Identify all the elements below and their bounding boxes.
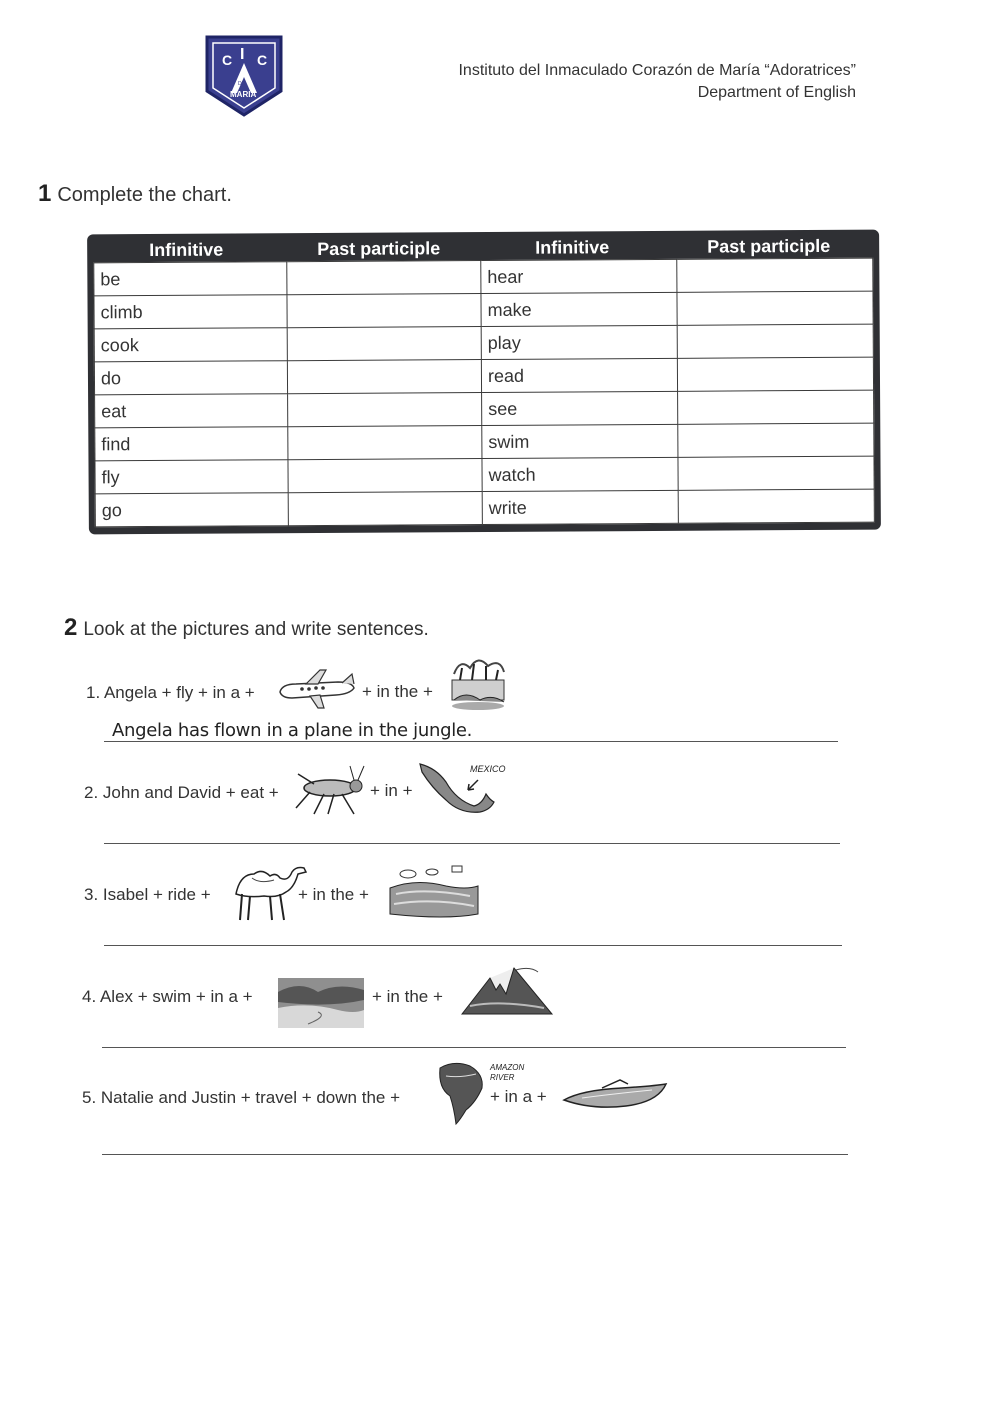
infinitive-cell: do [94,361,287,395]
sentence-1-part-1: 1. Angela + fly + in a + [86,683,255,702]
exercise-2-heading [64,614,429,642]
sentence-1-part-2: + in the + [362,682,433,701]
header-past-participle-2: Past participle [707,235,831,257]
exercise-2-number: 2 [64,614,78,641]
table-row [94,357,873,395]
mexico-label: MEXICO [470,764,506,774]
infinitive-cell: eat [95,394,288,428]
past-participle-cell[interactable] [678,456,874,490]
logo-letter-3: C [257,52,268,68]
infinitive-cell: climb [94,295,287,329]
infinitive-cell: play [481,325,677,359]
infinitive-cell: hear [481,259,677,293]
desert-icon [386,864,482,925]
past-participle-cell[interactable] [288,426,482,460]
school-header [458,60,856,104]
department-name: Department of English [697,84,856,101]
infinitive-cell: watch [482,457,678,491]
past-participle-cell[interactable] [287,294,481,328]
airplane-icon [276,668,356,715]
sentence-2-part-2: + in + [370,781,413,800]
past-participle-cell[interactable] [288,393,482,427]
past-participle-cell[interactable] [677,324,873,358]
past-participle-cell[interactable] [677,357,873,391]
sentence-2-part-1: 2. John and David + eat + [84,783,279,802]
sentence-3-part-2: + in the + [298,885,369,904]
logo-letter-5: MARIA [230,90,257,99]
past-participle-cell[interactable] [678,390,874,424]
infinitive-cell: make [481,292,677,326]
table-row [94,324,873,362]
infinitive-cell: see [482,391,678,425]
sentence-5-part-2: + in a + [490,1087,547,1106]
table-row [95,489,874,527]
sentence-3-part-1: 3. Isabel + ride + [84,885,211,904]
mexico-map-icon [416,758,506,821]
sentence-4-part-2: + in the + [372,987,443,1006]
sentence-1-answer[interactable]: Angela has flown in a plane in the jungle. [112,720,473,741]
logo-letter-2: I [240,46,245,63]
past-participle-cell[interactable] [288,459,482,493]
amazon-label: AMAZON [490,1063,525,1072]
infinitive-cell: be [94,262,287,296]
past-participle-cell[interactable] [287,360,481,394]
verb-table [93,258,875,528]
header-infinitive-1: Infinitive [149,239,224,261]
canoe-icon [562,1078,668,1119]
table-row [95,423,874,461]
infinitive-cell: fly [95,460,288,494]
logo-letter-1: C [222,52,233,68]
past-participle-cell[interactable] [677,258,873,292]
mountain-icon [460,962,556,1025]
answer-line-2 [104,843,840,844]
infinitive-cell: read [481,358,677,392]
past-participle-cell[interactable] [288,492,482,526]
infinitive-cell: write [482,490,678,524]
sentence-4-part-1: 4. Alex + swim + in a + [82,987,253,1006]
verb-chart [87,230,881,535]
lake-icon [278,978,364,1033]
logo-letter-4: DE [238,81,245,87]
exercise-1-number: 1 [38,180,52,207]
past-participle-cell[interactable] [287,261,481,295]
exercise-1-instruction: Complete the chart. [57,184,232,206]
school-name: Instituto del Inmaculado Corazón de María “Adoratrices” [458,62,856,79]
past-participle-cell[interactable] [678,489,874,523]
jungle-icon [446,654,510,717]
past-participle-cell[interactable] [678,423,874,457]
past-participle-cell[interactable] [677,291,873,325]
past-participle-cell[interactable] [287,327,481,361]
infinitive-cell: swim [482,424,678,458]
grasshopper-icon [294,764,366,823]
answer-line-4 [102,1047,846,1048]
infinitive-cell: find [95,427,288,461]
infinitive-cell: go [95,493,288,527]
exercise-1-heading [38,180,232,208]
river-label: RIVER [490,1073,515,1082]
table-row [94,291,873,329]
school-logo [203,33,285,119]
infinitive-cell: cook [94,328,287,362]
answer-line-1 [104,741,838,742]
table-row [94,258,873,296]
answer-line-3 [104,945,842,946]
table-row [95,456,874,494]
answer-line-5 [102,1154,848,1155]
header-past-participle-1: Past participle [317,238,441,260]
header-infinitive-2: Infinitive [535,237,610,258]
exercise-2-instruction: Look at the pictures and write sentences. [83,619,429,640]
table-row [95,390,874,428]
sentence-5-part-1: 5. Natalie and Justin + travel + down the + [82,1088,401,1107]
